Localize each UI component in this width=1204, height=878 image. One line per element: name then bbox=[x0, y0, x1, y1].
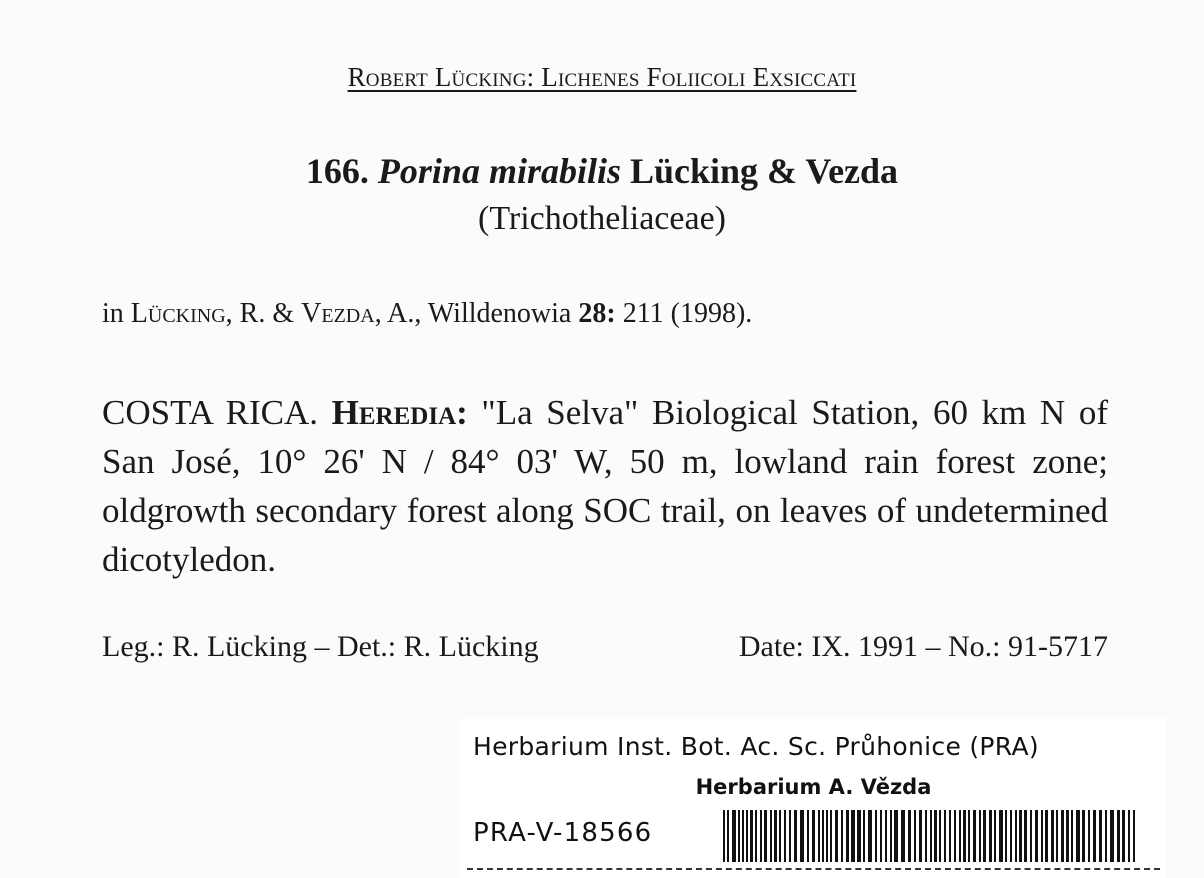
barcode-id: PRA-V-18566 bbox=[473, 818, 653, 848]
taxon-heading bbox=[0, 150, 1204, 192]
family-name: (Trichotheliaceae) bbox=[478, 200, 726, 237]
herbarium-barcode-label bbox=[461, 718, 1166, 878]
collector-determiner: Leg.: R. Lücking – Det.: R. Lücking bbox=[102, 630, 539, 663]
citation-author-1-rest: , R. & bbox=[225, 298, 295, 329]
locality-text bbox=[102, 388, 1108, 584]
cut-line bbox=[467, 868, 1160, 870]
exsiccata-number: 166. bbox=[305, 151, 369, 191]
citation-prefix: in bbox=[102, 298, 124, 329]
citation-journal: , A., Willdenowia bbox=[374, 298, 572, 329]
locality-description: "La Selva" Biological Station, 60 km N of San José, 10° 26' N / 84° 03' W, 50 m, lowland rain forest zone; oldgrowth secondary forest along SOC trail, on leaves of undetermined dicotyledon. bbox=[102, 393, 1108, 579]
series-title: Robert Lücking: Lichenes Foliicoli Exsiccati bbox=[347, 62, 857, 92]
species-name: Porina mirabilis bbox=[377, 151, 621, 191]
citation-pages-year: 211 (1998). bbox=[622, 298, 753, 329]
herbarium-collection: Herbarium A. Vězda bbox=[695, 775, 932, 799]
literature-citation bbox=[102, 298, 752, 330]
province: Heredia: bbox=[331, 393, 468, 432]
citation-author-2: Vezda bbox=[301, 298, 375, 329]
country: COSTA RICA. bbox=[102, 393, 319, 432]
herbarium-institution: Herbarium Inst. Bot. Ac. Sc. Průhonice (PRA) bbox=[473, 732, 1039, 761]
citation-volume: 28: bbox=[578, 298, 616, 329]
species-authority: Lücking & Vezda bbox=[629, 151, 899, 191]
collection-date-number: Date: IX. 1991 – No.: 91-5717 bbox=[738, 630, 1108, 663]
citation-author-1: Lücking bbox=[130, 298, 226, 329]
barcode-image bbox=[721, 810, 1141, 862]
